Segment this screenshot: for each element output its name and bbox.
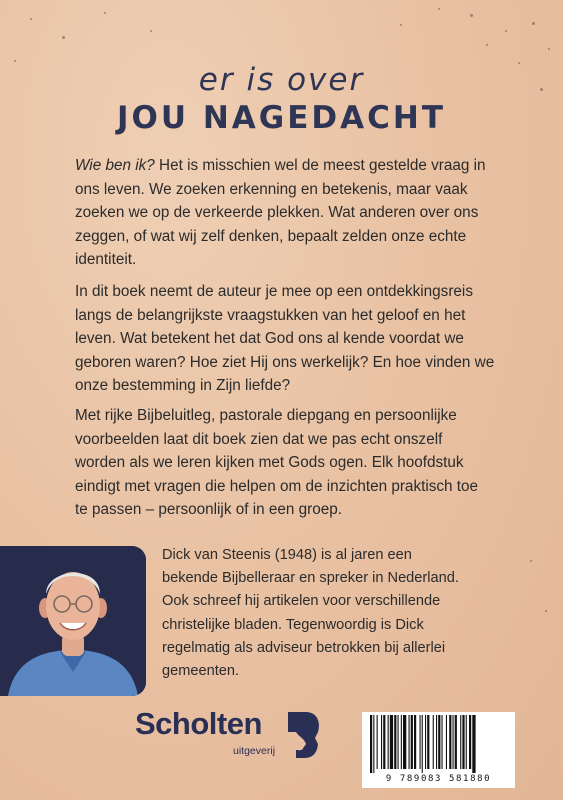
blurb-paragraph-1-text: Het is misschien wel de meest gestelde vraag in ons leven. We zoeken erkenning en betekenis, maar vaak zoeken we op de verkeerde plekken. Wat anderen over ons zeggen, of wat wij zelf denken, bepaalt zelden onze echte identiteit. — [75, 157, 486, 269]
blurb-lead-question: Wie ben ik? — [75, 157, 155, 174]
publisher-head-icon — [284, 710, 322, 760]
isbn-barcode — [362, 712, 515, 788]
isbn-number: 9 789083 581880 — [385, 774, 492, 784]
blurb-paragraph-1 — [75, 154, 495, 272]
author-photo — [0, 546, 146, 696]
barcode-bars — [368, 715, 509, 773]
blurb-paragraph-3: Met rijke Bijbeluitleg, pastorale diepgang en persoonlijke voorbeelden laat dit boek zien dat we pas echt onszelf worden als we leren kijken met Gods ogen. Elk hoofdstuk eindigt met vragen die helpen om de inzichten praktisch toe te passen – persoonlijk of in een groep. — [75, 407, 479, 519]
blurb-paragraph-2: In dit boek neemt de auteur je mee op een ontdekkingsreis langs de belangrijkste vraagstukken van het geloof en het leven. Wat betekent het dat God ons al kende voordat we geboren waren? Hoe ziet Hij ons werkelijk? En hoe vinden we onze bestemming in Zijn liefde? — [75, 283, 495, 395]
author-bio: Dick van Steenis (1948) is al jaren een bekende Bijbelleraar en spreker in Nederland. Ook schreef hij artikelen voor verschillende christelijke bladen. Tegenwoordig is Dick regelmatig als adviseur betrokken bij allerlei gemeenten. — [162, 547, 459, 680]
title-line-1: er is over — [198, 62, 365, 98]
publisher-logo-subtitle: uitgeverij — [233, 745, 276, 757]
title-line-2: JOU NAGEDACHT — [117, 100, 446, 136]
publisher-logo-name: Scholten — [135, 706, 262, 741]
